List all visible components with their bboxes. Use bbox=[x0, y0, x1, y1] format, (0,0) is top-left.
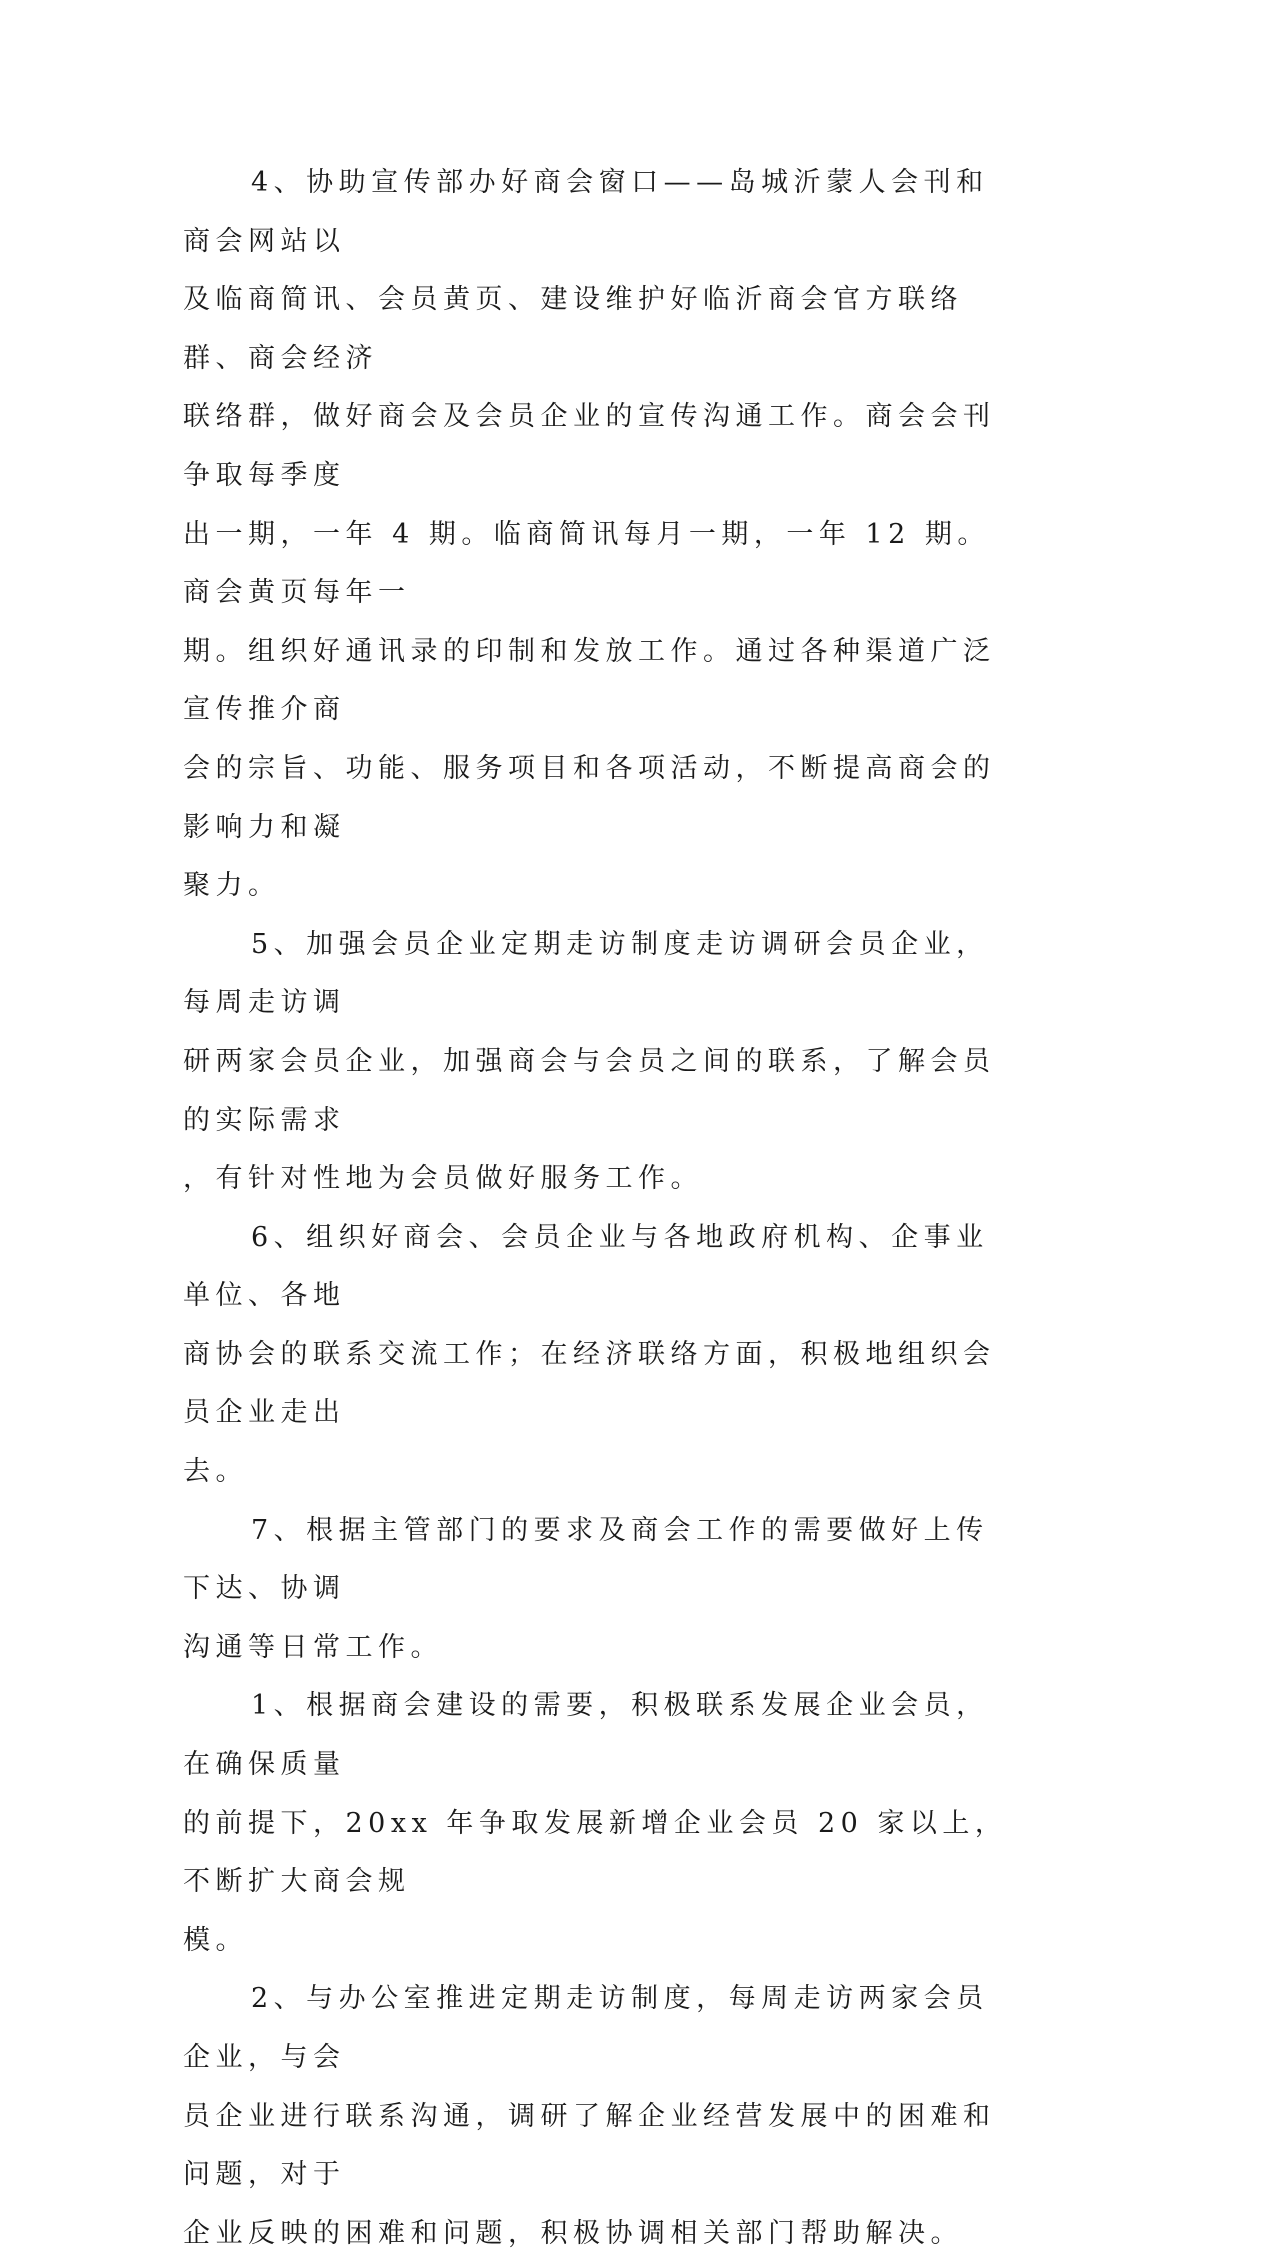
document-body bbox=[183, 154, 1013, 2263]
paragraph-1-member-growth: 1、根据商会建设的需要，积极联系发展企业会员，在确保质量 的前提下，20xx 年争取发展新增企业会员 20 家以上，不断扩大商会规 模。 bbox=[183, 1690, 1008, 1956]
paragraph-7-daily-work: 7、根据主管部门的要求及商会工作的需要做好上传下达、协调 沟通等日常工作。 bbox=[183, 1514, 989, 1663]
paragraph-5-member-visits: 5、加强会员企业定期走访制度走访调研会员企业，每周走访调 研两家会员企业，加强商会与会员之间的联系，了解会员的实际需求 ，有针对性地为会员做好服务工作。 bbox=[183, 928, 996, 1195]
paragraph-6-liaison: 6、组织好商会、会员企业与各地政府机构、企事业单位、各地 商协会的联系交流工作；在经济联络方面，积极地组织会员企业走出 去。 bbox=[183, 1221, 996, 1488]
paragraph-4-publicity: 4、协助宣传部办好商会窗口——岛城沂蒙人会刊和商会网站以 及临商简讯、会员黄页、建设维护好临沂商会官方联络群、商会经济 联络群，做好商会及会员企业的宣传沟通工作。商会会刊争取每季度 出一期，一年 4 期。临商简讯每月一期，一年 12 期。商会黄页每年一 期。组织好通讯录的印制和发放工作。通过各种渠道广泛宣传推介商 会的宗旨、功能、服务项目和各项活动，不断提高商会的影响力和凝 聚力。 bbox=[183, 167, 996, 902]
paragraph-2-visit-system: 2、与办公室推进定期走访制度，每周走访两家会员企业，与会 员企业进行联系沟通，调研了解企业经营发展中的困难和问题，对于 企业反映的困难和问题，积极协调相关部门帮助解决。 bbox=[183, 1983, 996, 2249]
